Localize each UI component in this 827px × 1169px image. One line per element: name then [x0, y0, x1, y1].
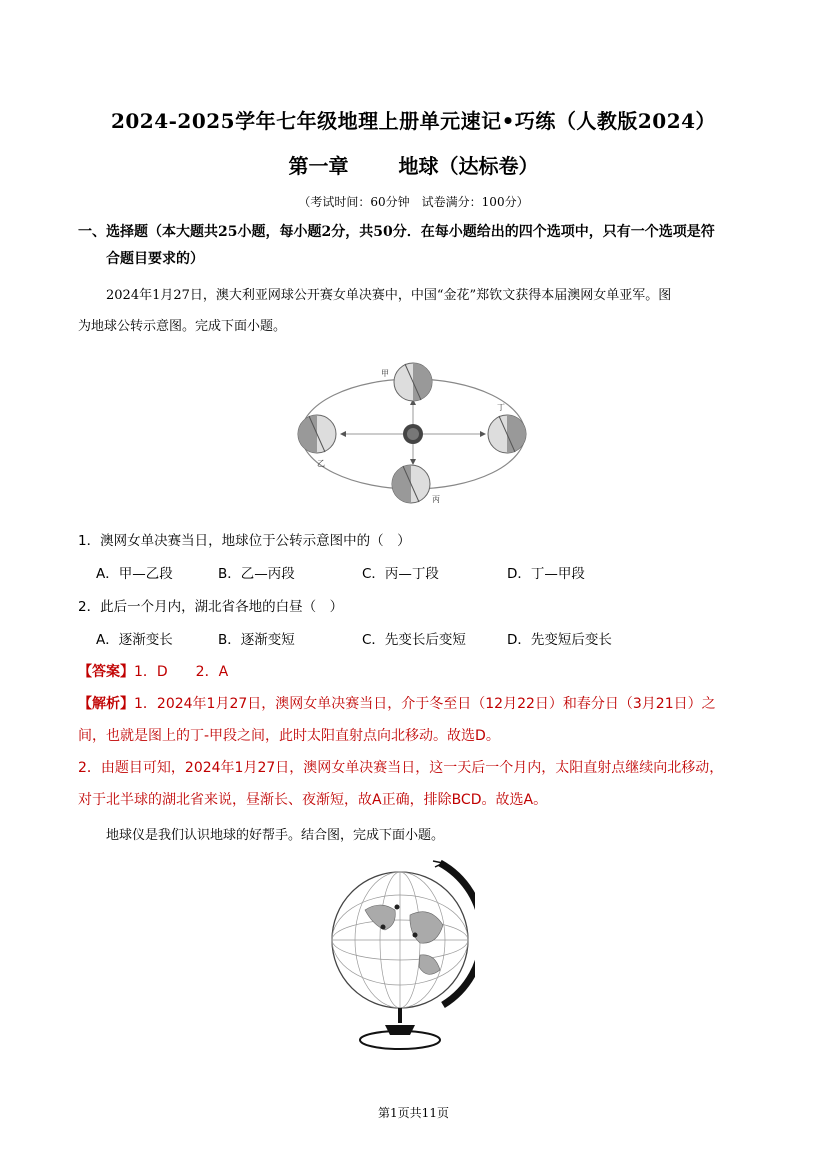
- analysis-p2-line2: 对于北半球的湖北省来说，昼渐长、夜渐短，故A正确，排除BCD。故选A。: [78, 792, 548, 808]
- globe-illustration: [325, 855, 475, 1055]
- question-1-option-a[interactable]: A．甲—乙段: [96, 566, 173, 582]
- exam-info: （考试时间：60分钟 试卷满分：100分）: [298, 195, 529, 209]
- analysis-p1-line1: [78, 688, 758, 720]
- question-1-option-b[interactable]: B．乙—丙段: [218, 566, 295, 582]
- question-2-option-b[interactable]: B．逐渐变短: [218, 632, 295, 648]
- question-2-option-c[interactable]: C．先变长后变短: [362, 632, 466, 648]
- earth-revolution-diagram: [285, 352, 545, 512]
- earth-ding-icon: [488, 415, 526, 453]
- analysis-p2-line1: 2．由题目可知，2024年1月27日，澳网女单决赛当日，这一天后一个月内，太阳直射点继续向北移动，: [78, 760, 724, 776]
- earth-bing-icon: [392, 465, 430, 503]
- question-2-option-a[interactable]: A．逐渐变长: [96, 632, 173, 648]
- section-heading: [78, 219, 758, 273]
- passage-1-line2: 为地球公转示意图。完成下面小题。: [78, 319, 287, 334]
- section-heading-line2: 合题目要求的）: [106, 251, 204, 267]
- passage-2: [78, 820, 758, 851]
- passage-1-line1: 2024年1月27日，澳大利亚网球公开赛女单决赛中，中国“金花”郑钦文获得本届澳网女单亚军。图: [106, 288, 672, 303]
- chapter-name: 地球（达标卷）: [398, 154, 539, 178]
- answer-text: 1．D 2．A: [134, 664, 229, 680]
- analysis-block: [78, 688, 758, 816]
- analysis-label: 【解析】: [78, 696, 134, 712]
- passage-1: [78, 280, 758, 342]
- label-ding: 丁: [497, 403, 505, 412]
- analysis-p1-line1-text: 1．2024年1月27日，澳网女单决赛当日，介于冬至日（12月22日）和春分日（3月21日）之: [134, 696, 716, 712]
- analysis-p1-line2: 间，也就是图上的丁-甲段之间，此时太阳直射点向北移动。故选D。: [78, 728, 500, 744]
- page-footer: 第1页共11页: [378, 1106, 449, 1120]
- chapter-number: 第一章: [288, 154, 349, 178]
- passage-2-line1: 地球仪是我们认识地球的好帮手。结合图，完成下面小题。: [106, 828, 445, 843]
- question-1-stem: 1．澳网女单决赛当日，地球位于公转示意图中的（ ）: [78, 533, 411, 549]
- label-bing: 丙: [432, 495, 440, 504]
- earth-yi-icon: [298, 415, 336, 453]
- chapter-heading: [0, 150, 827, 179]
- question-1-option-d[interactable]: D．丁—甲段: [507, 566, 585, 582]
- earth-jia-icon: [394, 363, 432, 401]
- question-2-stem: 2．此后一个月内，湖北省各地的白昼（ ）: [78, 599, 344, 615]
- section-heading-line1: 一、选择题（本大题共25小题，每小题2分，共50分．在每小题给出的四个选项中，只有一个选项是符: [78, 224, 715, 240]
- document-title: 2024-2025学年七年级地理上册单元速记•巧练（人教版2024）: [110, 109, 717, 133]
- answer-label: 【答案】: [78, 664, 134, 680]
- question-1-option-c[interactable]: C．丙—丁段: [362, 566, 439, 582]
- label-jia: 甲: [381, 369, 389, 378]
- question-2-option-d[interactable]: D．先变短后变长: [507, 632, 612, 648]
- label-yi: 乙: [317, 459, 325, 468]
- answer-line: [78, 661, 228, 681]
